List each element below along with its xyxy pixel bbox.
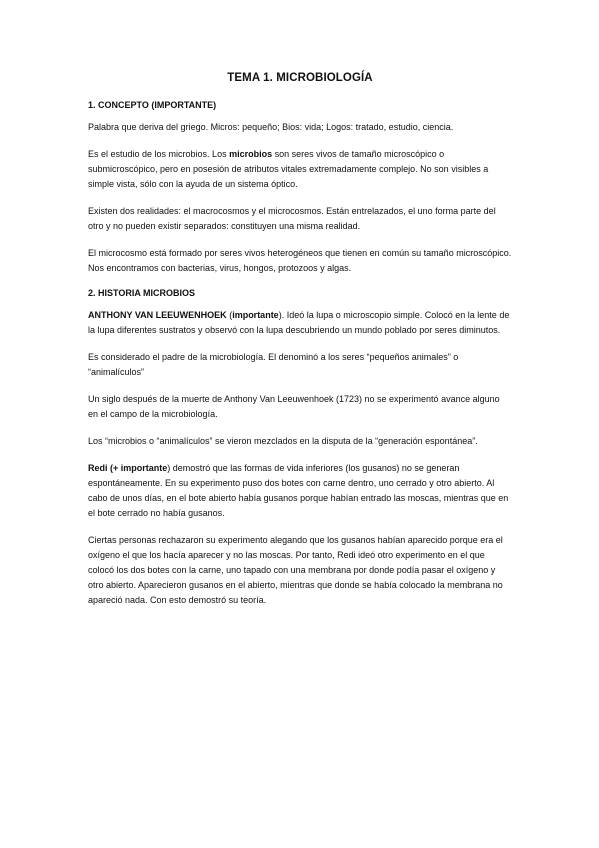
paragraph-definicion [88,147,512,192]
text-run: ) demostró que las formas de vida inferiores (los gusanos) no se generan espontáneamente. En su experimento puso dos botes con carne dentro, uno cerrado y otro abierto. Al cabo de unos días, en el bote abierto había gusanos porque habían entrado las moscas, mientras que en el bote cerrado no había gusanos. [88,463,509,518]
paragraph-realidades: Existen dos realidades: el macrocosmos y el microcosmos. Están entrelazados, el uno forma parte del otro y no pueden existir separados: constituyen una misma realidad. [88,206,496,231]
paragraph-leeuwenhoek [88,308,512,338]
document-page [88,72,512,620]
text-run: ( [226,310,233,320]
text-run: Es el estudio de los microbios. Los [88,149,230,159]
paragraph-etimologia: Palabra que deriva del griego. Micros: pequeño; Bios: vida; Logos: tratado, estudio, ciencia. [88,122,454,132]
paragraph-padre: Es considerado el padre de la microbiología. El denominó a los seres “pequeños animales” o “animalículos” [88,352,459,377]
section-heading-concepto: 1. CONCEPTO (IMPORTANTE) [88,100,217,110]
paragraph-microcosmo: El microcosmo está formado por seres vivos heterogéneos que tienen en común su tamaño microscópico. Nos encontramos con bacterias, virus, hongos, protozoos y algas. [88,248,512,273]
paragraph-siglo-despues: Un siglo después de la muerte de Anthony Van Leeuwenhoek (1723) no se experimentó avance alguno en el campo de la microbiología. [88,394,500,419]
bold-importante: importante [232,310,279,320]
bold-redi: Redi (+ importante [88,463,168,473]
paragraph-redi [88,461,512,521]
paragraph-oxigeno: Ciertas personas rechazaron su experimento alegando que los gusanos habían aparecido porque era el oxígeno el que los hacía aparecer y no las moscas. Por tanto, Redi ideó otro experimento en el que colocó los dos botes con la carne, uno tapado con una membrana por donde podía pasar el oxígeno y otro abierto. Aparecieron gusanos en el abierto, mientras que donde se había colocado la membrana no apareció nada. Con esto demostró su teoría. [88,535,503,605]
paragraph-generacion-espontanea: Los “microbios o “animalículos” se vieron mezclados en la disputa de la “generación espontánea”. [88,436,478,446]
section-heading-historia: 2. HISTORIA MICROBIOS [88,288,196,298]
bold-name-leeuwenhoek: ANTHONY VAN LEEUWENHOEK [88,310,227,320]
document-title: TEMA 1. MICROBIOLOGÍA [227,72,373,84]
bold-term-microbios: microbios [229,149,273,159]
text-run: ). Ideó la lupa o microscopio simple. Colocó en la lente de la lupa diferentes sustratos y observó con la lupa descubriendo un mundo poblado por seres diminutos. [88,310,510,335]
text-run: son seres vivos de tamaño microscópico o submicroscópico, pero en posesión de atributos vitales extremadamente complejo. No son visibles a simple vista, sólo con la ayuda de un sistema óptico. [88,149,489,189]
